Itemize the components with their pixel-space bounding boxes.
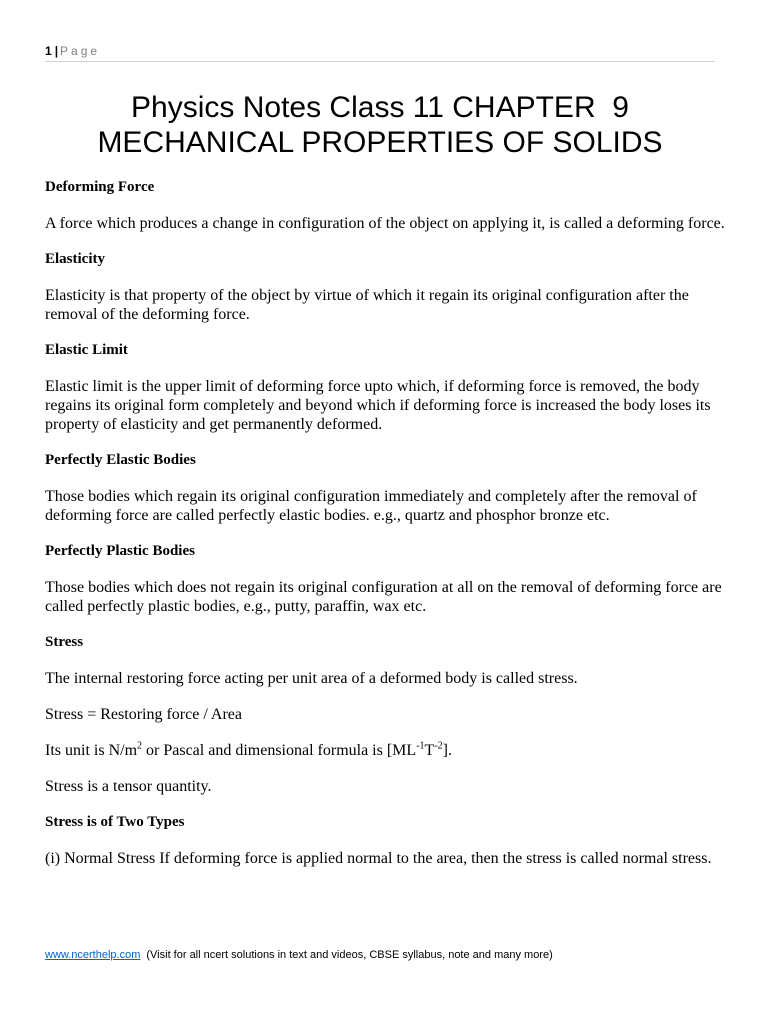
page-footer: [45, 948, 553, 962]
title-line-2: MECHANICAL PROPERTIES OF SOLIDS: [97, 126, 663, 159]
document-body: [45, 178, 725, 885]
stress-unit-text-3: T: [424, 742, 435, 759]
paragraph-perfectly-elastic: Those bodies which regain its original configuration immediately and completely after the removal of deforming force are called perfectly elastic bodies. e.g., quartz and phosphor bronze etc.: [45, 488, 697, 524]
heading-perfectly-elastic: Perfectly Elastic Bodies: [45, 452, 196, 468]
footer-note: (Visit for all ncert solutions in text and videos, CBSE syllabus, note and many more): [146, 949, 553, 961]
paragraph-deforming-force: A force which produces a change in configuration of the object on applying it, is called a deforming force.: [45, 215, 725, 232]
page-number: 1: [45, 44, 52, 58]
stress-unit-text-4: ].: [442, 742, 452, 759]
paragraph-stress-tensor: Stress is a tensor quantity.: [45, 778, 212, 795]
heading-deforming-force: Deforming Force: [45, 179, 155, 195]
stress-unit-text-2: or Pascal and dimensional formula is [ML: [142, 742, 417, 759]
stress-unit: [45, 741, 725, 760]
stress-unit-sup-2: -1: [416, 740, 425, 752]
title-line-1: Physics Notes Class 11 CHAPTER 9: [131, 91, 629, 124]
page-label: Page: [60, 44, 101, 58]
paragraph-elastic-limit: Elastic limit is the upper limit of deforming force upto which, if deforming force is removed, the body regains its original form completely and beyond which if deforming force is increased the body loses its property of elasticity and get permanently deformed.: [45, 378, 711, 433]
stress-unit-text-1: Its unit is N/m: [45, 742, 138, 759]
stress-unit-sup-3: -2: [434, 740, 443, 752]
heading-stress-types: Stress is of Two Types: [45, 814, 185, 830]
page-separator: |: [54, 44, 59, 58]
stress-unit-sup-1: 2: [137, 740, 143, 752]
document-title: [30, 90, 730, 160]
heading-elastic-limit: Elastic Limit: [45, 342, 128, 358]
paragraph-normal-stress: (i) Normal Stress If deforming force is applied normal to the area, then the stress is called normal stress.: [45, 850, 712, 867]
ncerthelp-link[interactable]: www.ncerthelp.com: [45, 949, 141, 961]
paragraph-perfectly-plastic: Those bodies which does not regain its original configuration at all on the removal of deforming force are called perfectly plastic bodies, e.g., putty, paraffin, wax etc.: [45, 579, 722, 615]
page-header: [45, 43, 715, 62]
heading-perfectly-plastic: Perfectly Plastic Bodies: [45, 543, 195, 559]
paragraph-elasticity: Elasticity is that property of the object by virtue of which it regain its original configuration after the removal of the deforming force.: [45, 287, 689, 323]
heading-stress: Stress: [45, 634, 84, 650]
stress-formula: Stress = Restoring force / Area: [45, 706, 242, 723]
heading-elasticity: Elasticity: [45, 251, 105, 267]
paragraph-stress-definition: The internal restoring force acting per unit area of a deformed body is called stress.: [45, 670, 578, 687]
